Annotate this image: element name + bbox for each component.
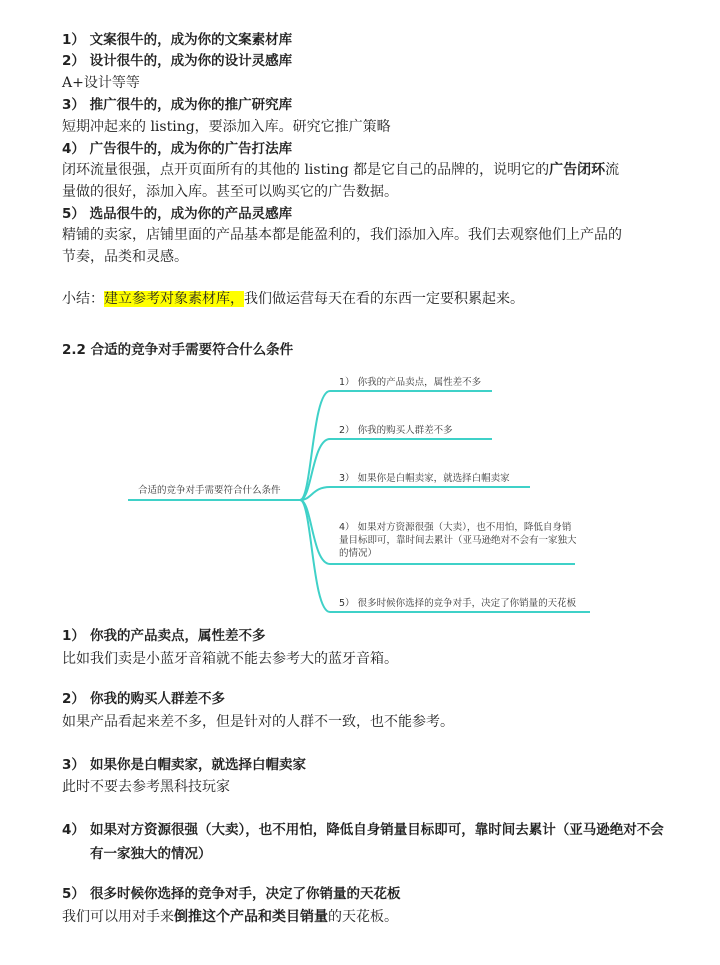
paragraph-ads-line1: [62, 159, 619, 181]
paragraph-ads-text: 闭环流量很强，点开页面所有的其他的 listing 都是它自己的品牌的，说明它的: [62, 162, 550, 178]
condition-2-number: 2）: [62, 691, 85, 707]
section-title: 2.2 合适的竞争对手需要符合什么条件: [62, 342, 294, 358]
condition-1-number: 1）: [62, 628, 85, 644]
summary: [62, 288, 524, 310]
mindmap-root: 合适的竞争对手需要符合什么条件: [138, 485, 281, 496]
heading-design: 2） 设计很牛的，成为你的设计灵感库: [62, 53, 293, 69]
condition-1-title: 你我的产品卖点，属性差不多: [90, 628, 266, 644]
condition-3-title: 如果你是白帽卖家，就选择白帽卖家: [90, 757, 306, 773]
mindmap: [0, 360, 720, 620]
mindmap-branch-3: 3） 如果你是白帽卖家，就选择白帽卖家: [339, 473, 510, 484]
heading-ads: 4） 广告很牛的，成为你的广告打法库: [62, 141, 293, 157]
mindmap-branch-4-line1: 4） 如果对方资源很强（大卖），也不用怕，降低自身销: [339, 522, 572, 533]
condition-4-title: 如果对方资源很强（大卖），也不用怕，降低自身销量目标即可，靠时间去累计（亚马逊绝对不会有一家独大的情况）: [90, 822, 664, 862]
mindmap-branch-line-2: [300, 439, 492, 500]
summary-text: 我们做运营每天在看的东西一定要积累起来。: [244, 291, 524, 307]
heading-selection: 5） 选品很牛的，成为你的产品灵感库: [62, 206, 293, 222]
condition-5-body-text: 我们可以用对手来: [62, 909, 174, 925]
paragraph-promotion: 短期冲起来的 listing，要添加入库。研究它推广策略: [62, 119, 391, 135]
summary-highlight: 建立参考对象素材库，: [104, 291, 244, 307]
paragraph-ads-line2: 量做的很好，添加入库。甚至可以购买它的广告数据。: [62, 184, 398, 200]
condition-5-number: 5）: [62, 886, 85, 902]
summary-label: 小结：: [62, 291, 104, 307]
condition-1-heading: [62, 624, 662, 648]
mindmap-branch-1: 1） 你我的产品卖点，属性差不多: [339, 377, 482, 388]
condition-5-body-tail: 的天花板。: [328, 909, 398, 925]
condition-3-body: 此时不要去参考黑科技玩家: [62, 779, 230, 795]
condition-2-heading: [62, 687, 662, 711]
mindmap-branch-5: 5） 很多时候你选择的竞争对手，决定了你销量的天花板: [339, 598, 577, 609]
mindmap-branch-4-line2: 量目标即可，靠时间去累计（亚马逊绝对不会有一家独大: [339, 535, 577, 546]
condition-5-title: 很多时候你选择的竞争对手，决定了你销量的天花板: [90, 886, 401, 902]
condition-2-title: 你我的购买人群差不多: [90, 691, 225, 707]
mindmap-branch-line-3: [300, 487, 530, 500]
paragraph-design: A+设计等等: [62, 75, 140, 91]
paragraph-ads-bold: 广告闭环: [549, 162, 606, 178]
paragraph-selection-line1: 精铺的卖家，店铺里面的产品基本都是能盈利的，我们添加入库。我们去观察他们上产品的: [62, 227, 622, 243]
mindmap-branch-2: 2） 你我的购买人群差不多: [339, 425, 453, 436]
mindmap-branch-4-line3: 的情况）: [339, 548, 378, 559]
condition-4-heading: [62, 818, 662, 866]
paragraph-selection-line2: 节奏，品类和灵感。: [62, 249, 188, 265]
condition-3-number: 3）: [62, 757, 85, 773]
condition-5-heading: [62, 882, 662, 906]
heading-copywriting: 1） 文案很牛的，成为你的文案素材库: [62, 32, 293, 48]
condition-3-heading: [62, 753, 662, 777]
heading-promotion: 3） 推广很牛的，成为你的推广研究库: [62, 97, 293, 113]
condition-4-number: 4）: [62, 822, 85, 838]
condition-1-body: 比如我们卖是小蓝牙音箱就不能去参考大的蓝牙音箱。: [62, 651, 398, 667]
paragraph-ads-tail: 流: [605, 162, 620, 178]
condition-5-body: [62, 906, 398, 928]
condition-5-body-bold: 倒推这个产品和类目销量: [174, 909, 328, 925]
condition-2-body: 如果产品看起来差不多，但是针对的人群不一致，也不能参考。: [62, 714, 454, 730]
